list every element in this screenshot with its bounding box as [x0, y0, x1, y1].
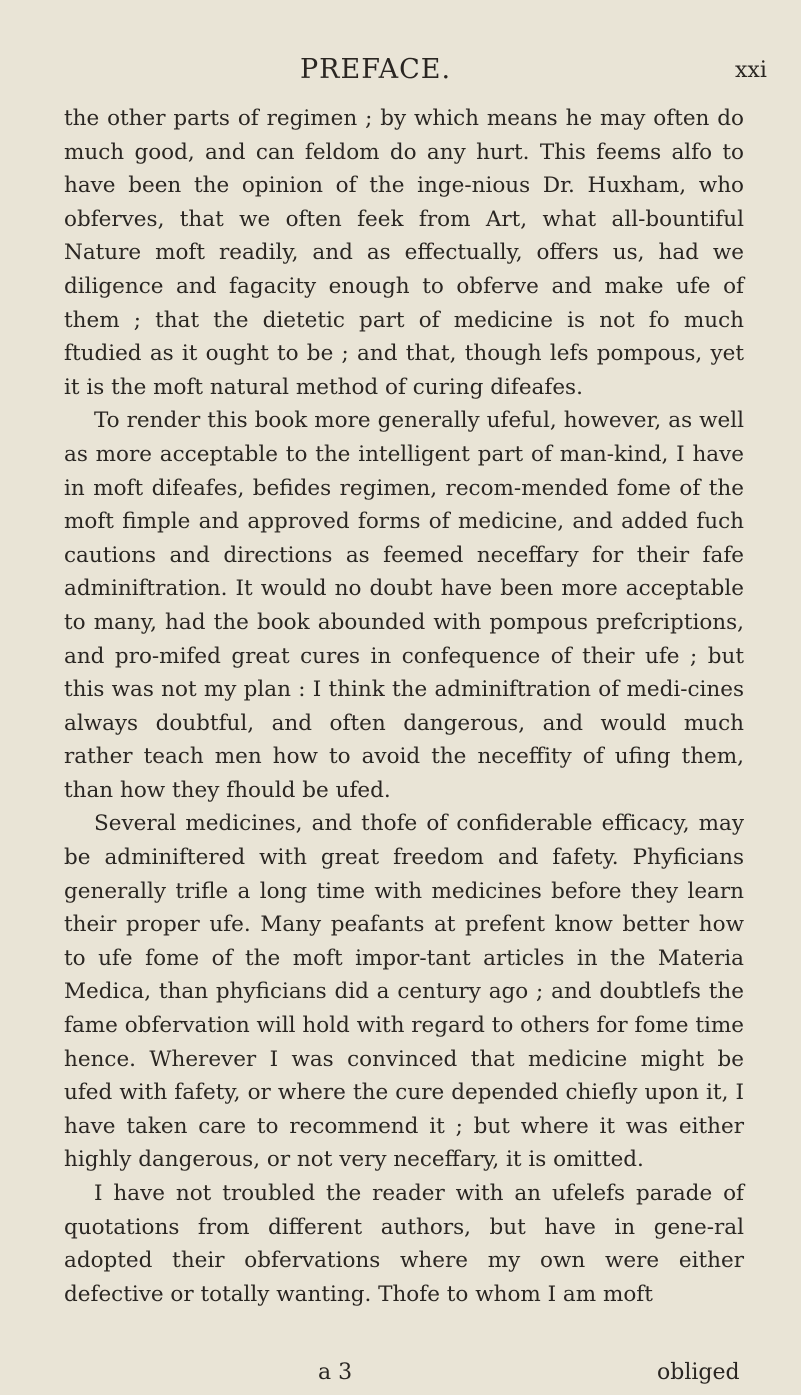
- page-number: xxi: [735, 58, 767, 83]
- paragraph: the other parts of regimen ; by which means he may often do much good, and can feldom do any hurt. This feems alfo to have been the opinion of the inge-nious Dr. Huxham, who obferves, that we often feek from Art, what all-bountiful Nature moft readily, and as effectually, offers us, had we diligence and fagacity enough to obferve and make ufe of them ; that the dietetic part of medicine is not fo much ftudied as it ought to be ; and that, though lefs pompous, yet it is the moft natural method of curing difeafes.: [64, 106, 744, 400]
- running-head: PREFACE.: [300, 54, 452, 85]
- catchword: obliged: [657, 1360, 740, 1385]
- signature-mark: a 3: [318, 1360, 353, 1385]
- body-text: [64, 102, 744, 1311]
- paragraph: I have not troubled the reader with an ufelefs parade of quotations from different authors, but have in gene-ral adopted their obfervations where my own were either defective or totally wanting. Thofe to whom I am moft: [64, 1181, 744, 1307]
- page-footer: [0, 1360, 801, 1390]
- paragraph: Several medicines, and thofe of confiderable efficacy, may be adminiftered with great freedom and fafety. Phyficians generally trifle a long time with medicines before they learn their proper ufe. Many peafants at prefent know better how to ufe fome of the moft impor-tant articles in the Materia Medica, than phyficians did a century ago ; and doubtlefs the fame obfervation will hold with regard to others for fome time hence. Wherever I was convinced that medicine might be ufed with fafety, or where the cure depended chiefly upon it, I have taken care to recommend it ; but where it was either highly dangerous, or not very neceffary, it is omitted.: [64, 811, 744, 1173]
- paragraph: To render this book more generally ufeful, however, as well as more acceptable to the intelligent part of man-kind, I have in moft difeafes, befides regimen, recom-mended fome of the moft fimple and approved forms of medicine, and added fuch cautions and directions as feemed neceffary for their fafe adminiftration. It would no doubt have been more acceptable to many, had the book abounded with pompous prefcriptions, and pro-mifed great cures in confequence of their ufe ; but this was not my plan : I think the adminiftration of medi-cines always doubtful, and often dangerous, and would much rather teach men how to avoid the neceffity of ufing them, than how they fhould be ufed.: [64, 408, 744, 803]
- page-header: [0, 54, 801, 94]
